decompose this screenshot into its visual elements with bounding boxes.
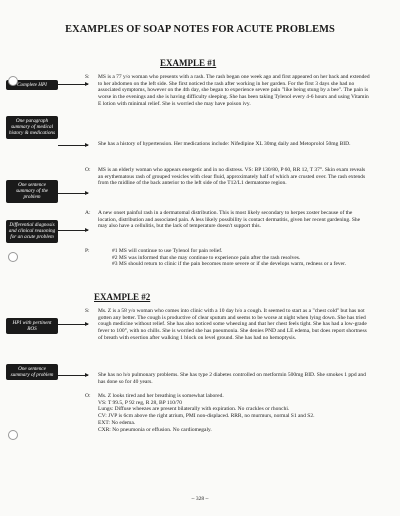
plan-item: #1 MS will continue to use Tylenol for pain relief. bbox=[112, 248, 223, 254]
callout-arrow bbox=[58, 324, 88, 325]
ex1-objective-text: MS is an elderly woman who appears energetic and in no distress. VS: BP 130/80, P 60, RR 12, T 37°. Skin exam reveals an erythematous rash of grouped vesicles with clear fluid, approximately half of which are crusted over. The rash extends from the midline of the back anterior to the left side of the T12/L1 dermatome region. bbox=[98, 167, 366, 187]
plan-item: #3 MS should return to clinic if the pain becomes more severe or if she develops warm, redness or a fever. bbox=[112, 261, 346, 268]
objective-line: Lungs: Diffuse wheezes are present bilaterally with expiration. No crackles or rhonchi. bbox=[98, 406, 290, 413]
callout-problem-summary-2: One sentence summary of problem bbox=[6, 364, 58, 380]
ex1-assessment-text: A new onset painful rash in a dermatomal distribution. This is most likely secondary to herpes zoster because of the location, distribution and associated pain. A less likely possibility is contact dermatitis, given her recent gardening. She may also have a cellulitis, but the lack of temperature doesn't support this. bbox=[98, 210, 361, 230]
ex2-s-tag: S: bbox=[85, 308, 90, 314]
callout-complete-hpi: Complete HPI bbox=[6, 80, 58, 90]
ex1-history-text: She has a history of hypertension. Her medications include: Nifedipine XL 30mg daily and Metoprolol 50mg BID. bbox=[98, 141, 351, 147]
ex2-objective-list bbox=[98, 393, 370, 433]
ex1-subjective-text: MS is a 77 y/o woman who presents with a rash. The rash began one week ago and first appeared on her back and extended to her abdomen on the left side. She first noticed the rash after working in her garden. For the first 3 days she had no associated symptoms, however on the 4th day, she began to experience severe pain "like being stung by a bee". The pain is worse in the evenings and she is having difficulty sleeping. She has been taking Tylenol every 4-6 hours and using Vitamin E lotion with minimal relief. She is worried she may have poison ivy. bbox=[98, 74, 370, 107]
plan-item: #2 MS was informed that she may continue to experience pain after the rash resolves. bbox=[112, 254, 301, 261]
ex1-p-tag: P: bbox=[85, 248, 90, 254]
callout-arrow bbox=[58, 84, 88, 85]
punch-hole bbox=[8, 252, 18, 262]
example-2-heading: EXAMPLE #2 bbox=[94, 292, 151, 302]
objective-line: VS: T 99.5, P 92 reg, R 28, BP 110/70 bbox=[98, 399, 182, 406]
callout-hpi-ros: HPI with pertinent ROS bbox=[6, 318, 58, 334]
ex2-history-text: She has no h/o pulmonary problems. She has type 2 diabetes controlled on metformin 500mg BID. She smokes 1 ppd and has done so for 40 years. bbox=[98, 372, 366, 385]
objective-line: Ms. Z looks tired and her breathing is somewhat labored. bbox=[98, 393, 224, 399]
callout-arrow bbox=[58, 193, 88, 194]
objective-line: EXT: No edema. bbox=[98, 419, 136, 426]
callout-arrow bbox=[58, 230, 88, 231]
punch-hole bbox=[8, 430, 18, 440]
ex1-o-tag: O: bbox=[85, 167, 91, 173]
callout-medical-history: One paragraph summary of medical history & medications bbox=[6, 116, 58, 139]
objective-line: CXR: No pneumonia or effusion. No cardiomegaly. bbox=[98, 426, 212, 433]
ex2-subjective-text: Ms. Z is a 58 y/o woman who comes into clinic with a 10 day h/o a cough. It seemed to start as a "chest cold" but has not gotten any better. The cough is productive of clear sputum and seems to be worse at night when lying down. She has tried cough medicine without relief. She has also noticed some wheezing and that her chest feels tight. She has had a low-grade fever to 100°, with no chills. She is worried she has pneumonia. She denies PND and LE edema, but does report shortness of breath with exertion after walking 1 block on level ground. She has had no hemoptysis. bbox=[98, 308, 367, 341]
callout-problem-summary: One sentence summary of the problem bbox=[6, 180, 58, 203]
objective-line: CV: JVP is 6cm above the right atrium, PMI non-displaced. RRR, no murmurs, normal S1 and S2. bbox=[98, 413, 315, 420]
ex1-plan-list bbox=[98, 248, 370, 268]
punch-hole bbox=[8, 76, 18, 86]
page-number: ~ 328 ~ bbox=[191, 496, 209, 502]
example-1-heading: EXAMPLE #1 bbox=[160, 58, 217, 68]
callout-differential: Differential diagnosis and clinical reasoning for an acute problem bbox=[6, 220, 58, 243]
ex1-a-tag: A: bbox=[85, 210, 91, 216]
callout-arrow bbox=[58, 375, 88, 376]
page-title: EXAMPLES OF SOAP NOTES FOR ACUTE PROBLEMS bbox=[65, 24, 335, 35]
ex2-o-tag: O: bbox=[85, 393, 91, 399]
callout-arrow bbox=[58, 145, 88, 146]
ex1-s-tag: S: bbox=[85, 74, 90, 80]
